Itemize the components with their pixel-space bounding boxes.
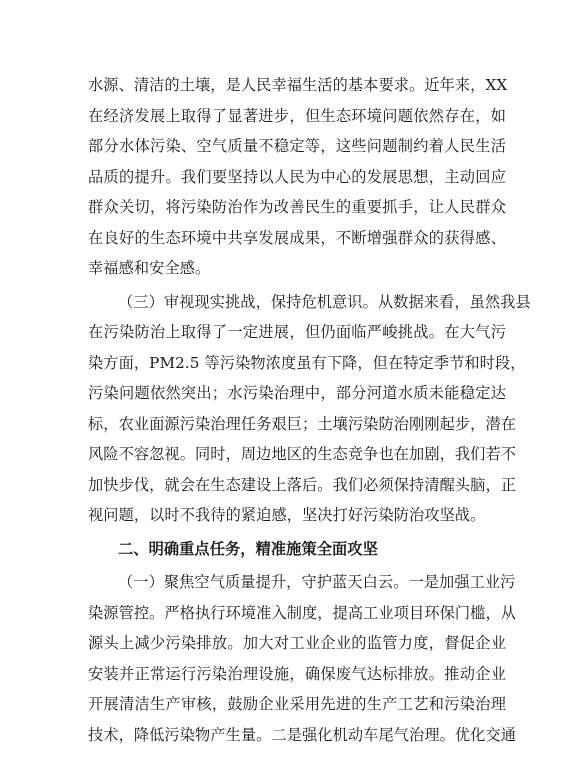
text-line: 在良好的生态环境中共享发展成果，不断增强群众的获得感、 (88, 228, 506, 247)
text-line: 幸福感和安全感。 (88, 259, 211, 277)
text-line: 视问题，以时不我待的紧迫感，坚决打好污染防治攻坚战。 (88, 506, 486, 524)
document-body (88, 70, 531, 750)
text-line: 污染问题依然突出；水污染治理中，部分河道水质未能稳定达 (88, 384, 506, 402)
text-line: 风险不容忽视。同时，周边地区的生态竞争也在加剧，我们若不 (88, 445, 517, 463)
text-line: 在污染防治上取得了一定进展，但仍面临严峻挑战。在大气污 (88, 323, 506, 341)
text-line: 标，农业面源污染治理任务艰巨；土壤污染防治刚刚起步，潜在 (88, 414, 517, 433)
text-line: 染源管控。严格执行环境准入制度，提高工业项目环保门槛，从 (88, 603, 517, 622)
text-line: 源头上减少污染排放。加大对工业企业的监管力度，督促企业 (88, 634, 506, 652)
section-heading: 二、明确重点任务，精准施策全面攻坚 (118, 539, 378, 558)
text-line: 水源、清洁的土壤，是人民幸福生活的基本要求。近年来，XX (88, 76, 508, 94)
text-line: 安装并正常运行污染治理设施，确保废气达标排放。推动企业 (88, 664, 506, 683)
text-line: 染方面，PM2.5 等污染物浓度虽有下降，但在特定季节和时段， (88, 353, 526, 372)
text-line: 技术，降低污染物产生量。二是强化机动车尾气治理。优化交通 (88, 725, 517, 744)
paragraph-air-quality (88, 567, 517, 750)
text-line: （一）聚焦空气质量提升，守护蓝天白云。一是加强工业污 (118, 573, 516, 591)
text-line: （三）审视现实挑战，保持危机意识。从数据来看，虽然我县 (118, 292, 531, 311)
text-line: 在经济发展上取得了显著进步，但生态环境问题依然存在，如 (88, 106, 506, 125)
text-line: 群众关切，将污染防治作为改善民生的重要抓手，让人民群众 (88, 198, 506, 216)
text-line: 加快步伐，就会在生态建设上落后。我们必须保持清醒头脑，正 (88, 475, 517, 494)
text-line: 品质的提升。我们要坚持以人民为中心的发展思想，主动回应 (88, 167, 506, 186)
text-line: 开展清洁生产审核，鼓励企业采用先进的生产工艺和污染治理 (88, 695, 506, 713)
paragraph-reality-challenges (88, 287, 531, 531)
text-line: 部分水体污染、空气质量不稳定等，这些问题制约着人民生活 (88, 137, 506, 155)
paragraph-people-livelihood (88, 70, 506, 284)
